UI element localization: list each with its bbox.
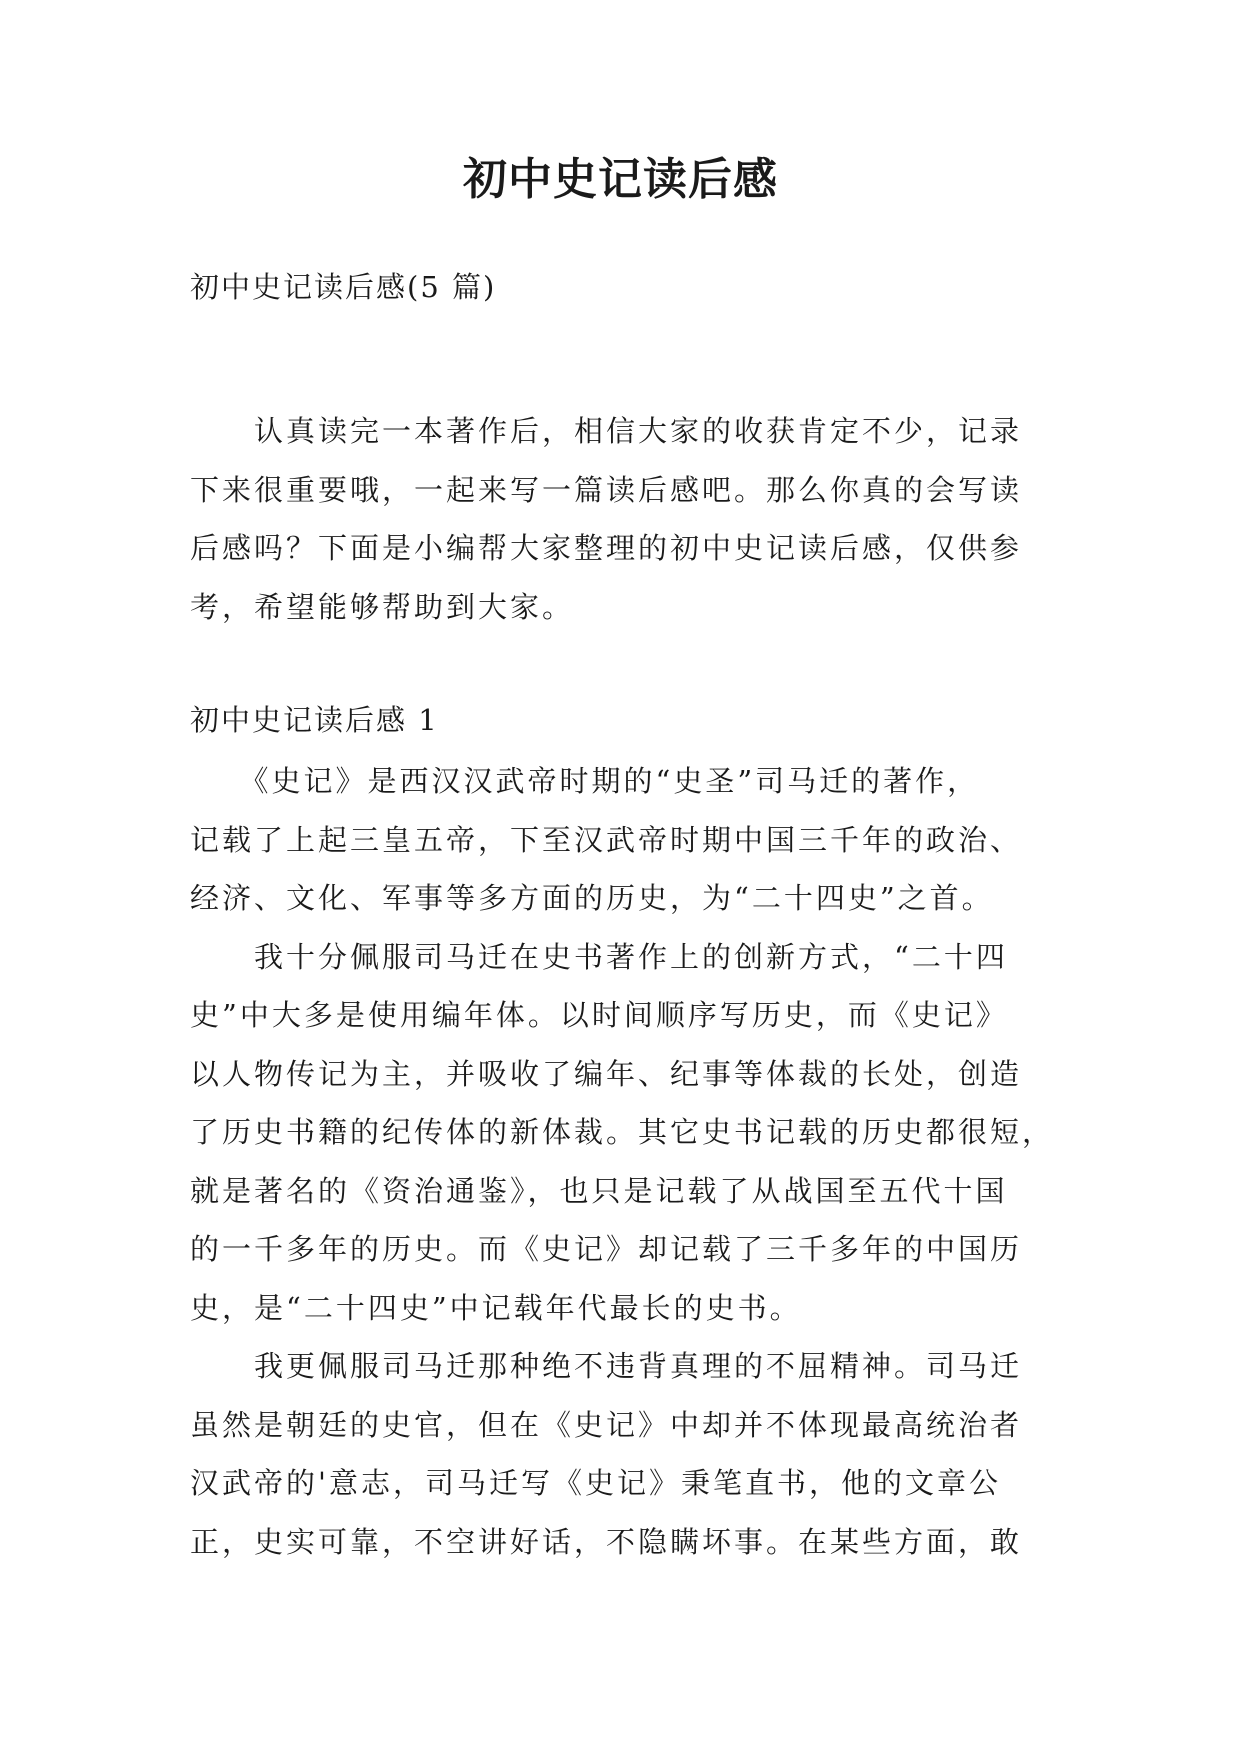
article-line: 经济、文化、军事等多方面的历史，为“二十四史”之首。	[190, 881, 994, 915]
article-line: 《史记》是西汉汉武帝时期的“史圣”司马迁的著作，	[190, 764, 980, 798]
document-title: 初中史记读后感	[463, 154, 778, 205]
article-line: 虽然是朝廷的史官，但在《史记》中却并不体现最高统治者	[190, 1407, 1023, 1442]
section-heading: 初中史记读后感 1	[190, 703, 439, 737]
article-line: 史，是“二十四史”中记载年代最长的史书。	[190, 1290, 802, 1325]
article-line: 正，史实可靠，不空讲好话，不隐瞒坏事。在某些方面，敢	[190, 1524, 1023, 1559]
article-line: 记载了上起三皇五帝，下至汉武帝时期中国三千年的政治、	[190, 822, 1023, 857]
intro-line: 考，希望能够帮助到大家。	[190, 589, 575, 624]
article-line: 以人物传记为主，并吸收了编年、纪事等体裁的长处，创造	[190, 1056, 1023, 1091]
intro-line: 认真读完一本著作后，相信大家的收获肯定不少，记录	[190, 414, 1023, 448]
article-line: 了历史书籍的纪传体的新体裁。其它史书记载的历史都很短，	[190, 1115, 1055, 1149]
document-subtitle: 初中史记读后感(5 篇)	[190, 270, 497, 304]
article-line: 史”中大多是使用编年体。以时间顺序写历史，而《史记》	[190, 998, 1008, 1032]
article-line: 我十分佩服司马迁在史书著作上的创新方式，“二十四	[190, 939, 1008, 974]
intro-line: 下来很重要哦，一起来写一篇读后感吧。那么你真的会写读	[190, 472, 1023, 507]
intro-line: 后感吗？下面是小编帮大家整理的初中史记读后感，仅供参	[190, 531, 1023, 565]
article-body	[190, 752, 1055, 1571]
article-line: 我更佩服司马迁那种绝不违背真理的不屈精神。司马迁	[190, 1349, 1023, 1383]
intro-paragraph	[190, 402, 1050, 636]
article-line: 就是著名的《资治通鉴》，也只是记载了从战国至五代十国	[190, 1173, 1008, 1208]
article-line: 汉武帝的'意志，司马迁写《史记》秉笔直书，他的文章公	[190, 1466, 1001, 1500]
article-line: 的一千多年的历史。而《史记》却记载了三千多年的中国历	[190, 1232, 1023, 1266]
